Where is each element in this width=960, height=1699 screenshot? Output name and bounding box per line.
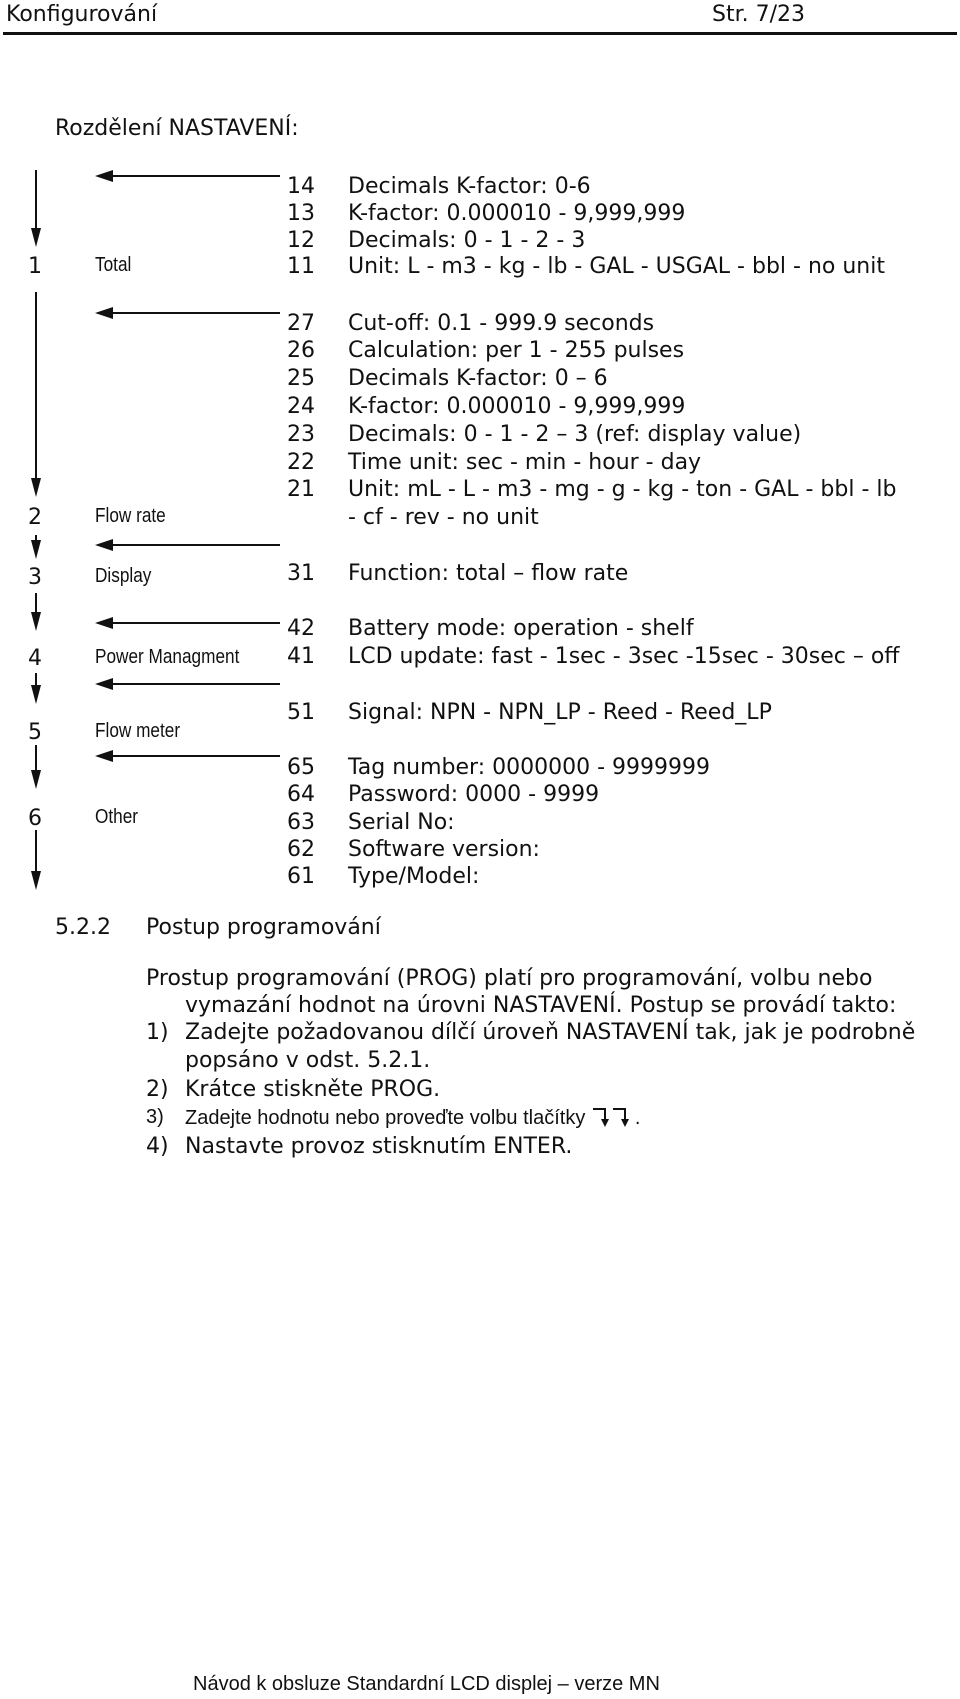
step-text-main: Zadejte hodnotu nebo proveďte volbu tlačítky: [185, 1107, 586, 1129]
setting-code: 14: [287, 174, 315, 199]
arrow-buttons-icon: [591, 1106, 635, 1128]
setting-code: 61: [287, 864, 315, 889]
setting-text: - cf - rev - no unit: [348, 505, 539, 530]
setting-text: Decimals K-factor: 0 – 6: [348, 366, 608, 391]
group-number: 6: [28, 806, 42, 831]
step-number: 2): [146, 1077, 169, 1102]
setting-code: 41: [287, 644, 315, 669]
group-number: 2: [28, 505, 42, 530]
setting-code: 64: [287, 782, 315, 807]
setting-code: 27: [287, 311, 315, 336]
setting-code: 51: [287, 700, 315, 725]
step-text: Nastavte provoz stisknutím ENTER.: [185, 1134, 573, 1159]
subsection-number: 5.2.2: [55, 915, 111, 940]
setting-text: Password: 0000 - 9999: [348, 782, 600, 807]
setting-text: Decimals: 0 - 1 - 2 – 3 (ref: display value): [348, 422, 802, 447]
step-text: [185, 1106, 640, 1130]
group-number: 5: [28, 720, 42, 745]
group-label-other: Other: [95, 806, 139, 828]
group-label-flow-meter: Flow meter: [95, 720, 181, 742]
setting-code: 26: [287, 338, 315, 363]
setting-text: Decimals K-factor: 0-6: [348, 174, 591, 199]
setting-code: 21: [287, 477, 315, 502]
group-number: 4: [28, 646, 42, 671]
setting-code: 12: [287, 228, 315, 253]
setting-text: Unit: mL - L - m3 - mg - g - kg - ton - GAL - bbl - lb: [348, 477, 897, 502]
setting-code: 25: [287, 366, 315, 391]
step-number: 4): [146, 1134, 169, 1159]
setting-text: Battery mode: operation - shelf: [348, 616, 694, 641]
setting-code: 63: [287, 810, 315, 835]
setting-text: Software version:: [348, 837, 540, 862]
step-number: 1): [146, 1020, 169, 1045]
setting-text: Cut-off: 0.1 - 999.9 seconds: [348, 311, 655, 336]
setting-code: 22: [287, 450, 315, 475]
group-label-display: Display: [95, 565, 152, 587]
subsection-title: Postup programování: [146, 915, 381, 940]
step-text: popsáno v odst. 5.2.1.: [185, 1048, 431, 1073]
setting-text: LCD update: fast - 1sec - 3sec -15sec - 30sec – off: [348, 644, 900, 669]
group-label-flow-rate: Flow rate: [95, 505, 166, 527]
section-title: Rozdělení NASTAVENÍ:: [55, 116, 299, 141]
header-title: Konfigurování: [6, 2, 158, 27]
page-footer: Návod k obsluze Standardní LCD displej – verze MN: [193, 1673, 660, 1695]
setting-text: Time unit: sec - min - hour - day: [348, 450, 702, 475]
setting-text: Calculation: per 1 - 255 pulses: [348, 338, 685, 363]
paragraph-line: vymazání hodnot na úrovni NASTAVENÍ. Postup se provádí takto:: [185, 993, 897, 1018]
group-number: 3: [28, 565, 42, 590]
setting-code: 65: [287, 755, 315, 780]
step-text: Zadejte požadovanou dílčí úroveň NASTAVENÍ tak, jak je podrobně: [185, 1020, 916, 1045]
setting-text: Function: total – flow rate: [348, 561, 629, 586]
setting-text: Signal: NPN - NPN_LP - Reed - Reed_LP: [348, 700, 772, 725]
setting-text: Unit: L - m3 - kg - lb - GAL - USGAL - bbl - no unit: [348, 254, 885, 279]
setting-code: 42: [287, 616, 315, 641]
setting-text: K-factor: 0.000010 - 9,999,999: [348, 201, 686, 226]
group-number: 1: [28, 254, 42, 279]
setting-code: 24: [287, 394, 315, 419]
paragraph-line: Prostup programování (PROG) platí pro programování, volbu nebo: [146, 966, 873, 991]
group-label-power-managment: Power Managment: [95, 646, 240, 668]
setting-code: 31: [287, 561, 315, 586]
step-text: Krátce stiskněte PROG.: [185, 1077, 441, 1102]
setting-text: Serial No:: [348, 810, 455, 835]
setting-text: K-factor: 0.000010 - 9,999,999: [348, 394, 686, 419]
setting-text: Type/Model:: [348, 864, 480, 889]
setting-code: 23: [287, 422, 315, 447]
step-number: 3): [146, 1106, 164, 1128]
setting-code: 13: [287, 201, 315, 226]
page-number: Str. 7/23: [712, 2, 806, 27]
setting-code: 11: [287, 254, 315, 279]
setting-code: 62: [287, 837, 315, 862]
setting-text: Decimals: 0 - 1 - 2 - 3: [348, 228, 586, 253]
group-label-total: Total: [95, 254, 132, 276]
step-text-suffix: .: [634, 1107, 641, 1129]
setting-text: Tag number: 0000000 - 9999999: [348, 755, 711, 780]
